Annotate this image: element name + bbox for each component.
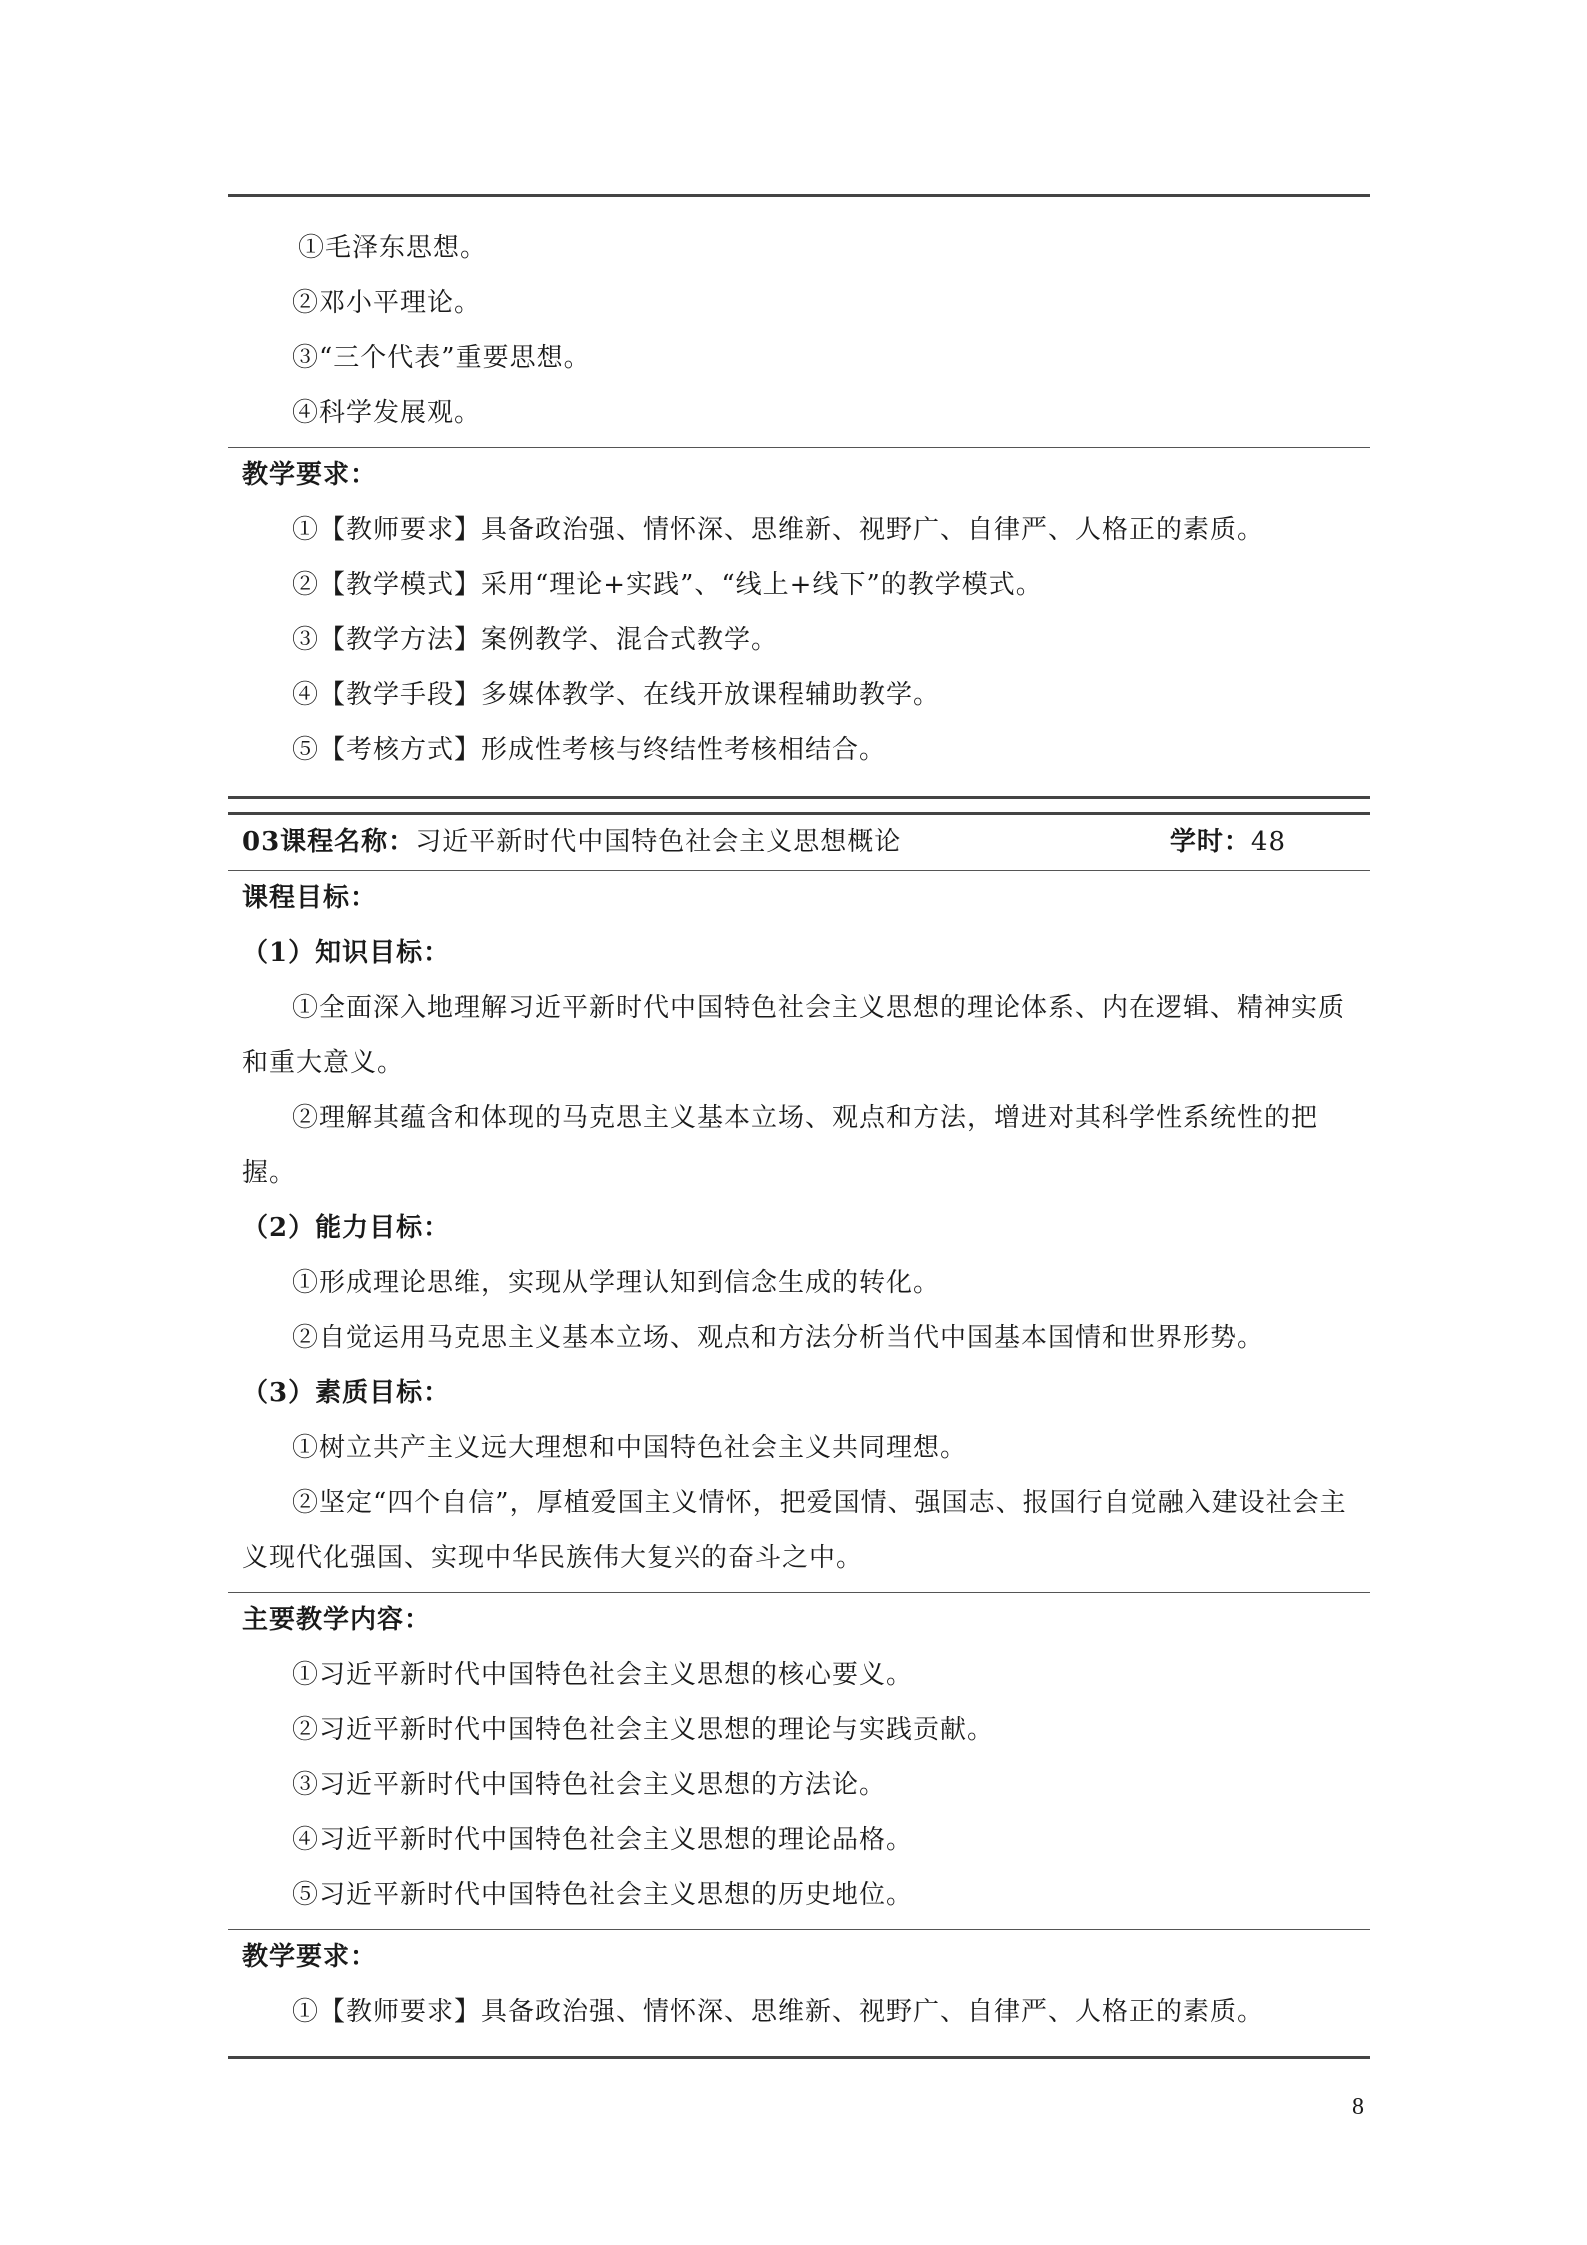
content-item: ①毛泽东思想。 <box>298 233 488 263</box>
requirement-item: ①【教师要求】具备政治强、情怀深、思维新、视野广、自律严、人格正的素质。 <box>292 1997 1265 2027</box>
content-item: ③“三个代表”重要思想。 <box>292 343 591 373</box>
course-title-row <box>228 815 1370 870</box>
course-table-continued <box>228 194 1370 799</box>
quality-item: ②坚定“四个自信”，厚植爱国主义情怀，把爱国情、强国志、报国行自觉融入建设社会主义现代化强国、实现中华民族伟大复兴的奋斗之中。 <box>242 1488 1347 1573</box>
quality-heading: （3）素质目标： <box>242 1378 451 1408</box>
hours-label: 学时： <box>1169 827 1251 857</box>
course-name: 习近平新时代中国特色社会主义思想概论 <box>415 827 902 857</box>
ability-heading: （2）能力目标： <box>242 1213 451 1243</box>
content-item: ④科学发展观。 <box>292 398 482 428</box>
requirement-item: ⑤【考核方式】形成性考核与终结性考核相结合。 <box>292 735 887 765</box>
requirements-heading: 教学要求： <box>242 460 378 490</box>
hours-value: 48 <box>1250 827 1286 857</box>
requirement-item: ②【教学模式】采用“理论+实践”、“线上+线下”的教学模式。 <box>292 570 1043 600</box>
knowledge-item: ①全面深入地理解习近平新时代中国特色社会主义思想的理论体系、内在逻辑、精神实质和重大意义。 <box>242 993 1346 1078</box>
course-hours <box>1170 815 1286 870</box>
quality-item: ①树立共产主义远大理想和中国特色社会主义共同理想。 <box>292 1433 968 1463</box>
course-title <box>242 815 901 870</box>
requirement-item: ④【教学手段】多媒体教学、在线开放课程辅助教学。 <box>292 680 941 710</box>
knowledge-heading: （1）知识目标： <box>242 938 451 968</box>
content-heading: 主要教学内容： <box>242 1605 432 1635</box>
requirements-heading: 教学要求： <box>242 1942 378 1972</box>
content-item: ②习近平新时代中国特色社会主义思想的理论与实践贡献。 <box>292 1715 995 1745</box>
content-item: ⑤习近平新时代中国特色社会主义思想的历史地位。 <box>292 1880 914 1910</box>
ability-item: ①形成理论思维，实现从学理认知到信念生成的转化。 <box>292 1268 941 1298</box>
goals-heading: 课程目标： <box>242 883 378 913</box>
content-item: ③习近平新时代中国特色社会主义思想的方法论。 <box>292 1770 887 1800</box>
content-item: ②邓小平理论。 <box>292 288 482 318</box>
knowledge-item: ②理解其蕴含和体现的马克思主义基本立场、观点和方法，增进对其科学性系统性的把握。 <box>242 1103 1319 1188</box>
course-name-label: 03课程名称： <box>242 827 416 857</box>
course-table <box>228 812 1370 2059</box>
page-number: 8 <box>1352 2094 1364 2120</box>
ability-item: ②自觉运用马克思主义基本立场、观点和方法分析当代中国基本国情和世界形势。 <box>292 1323 1265 1353</box>
requirement-item: ③【教学方法】案例教学、混合式教学。 <box>292 625 779 655</box>
content-item: ①习近平新时代中国特色社会主义思想的核心要义。 <box>292 1660 914 1690</box>
requirement-item: ①【教师要求】具备政治强、情怀深、思维新、视野广、自律严、人格正的素质。 <box>292 515 1265 545</box>
content-item: ④习近平新时代中国特色社会主义思想的理论品格。 <box>292 1825 914 1855</box>
